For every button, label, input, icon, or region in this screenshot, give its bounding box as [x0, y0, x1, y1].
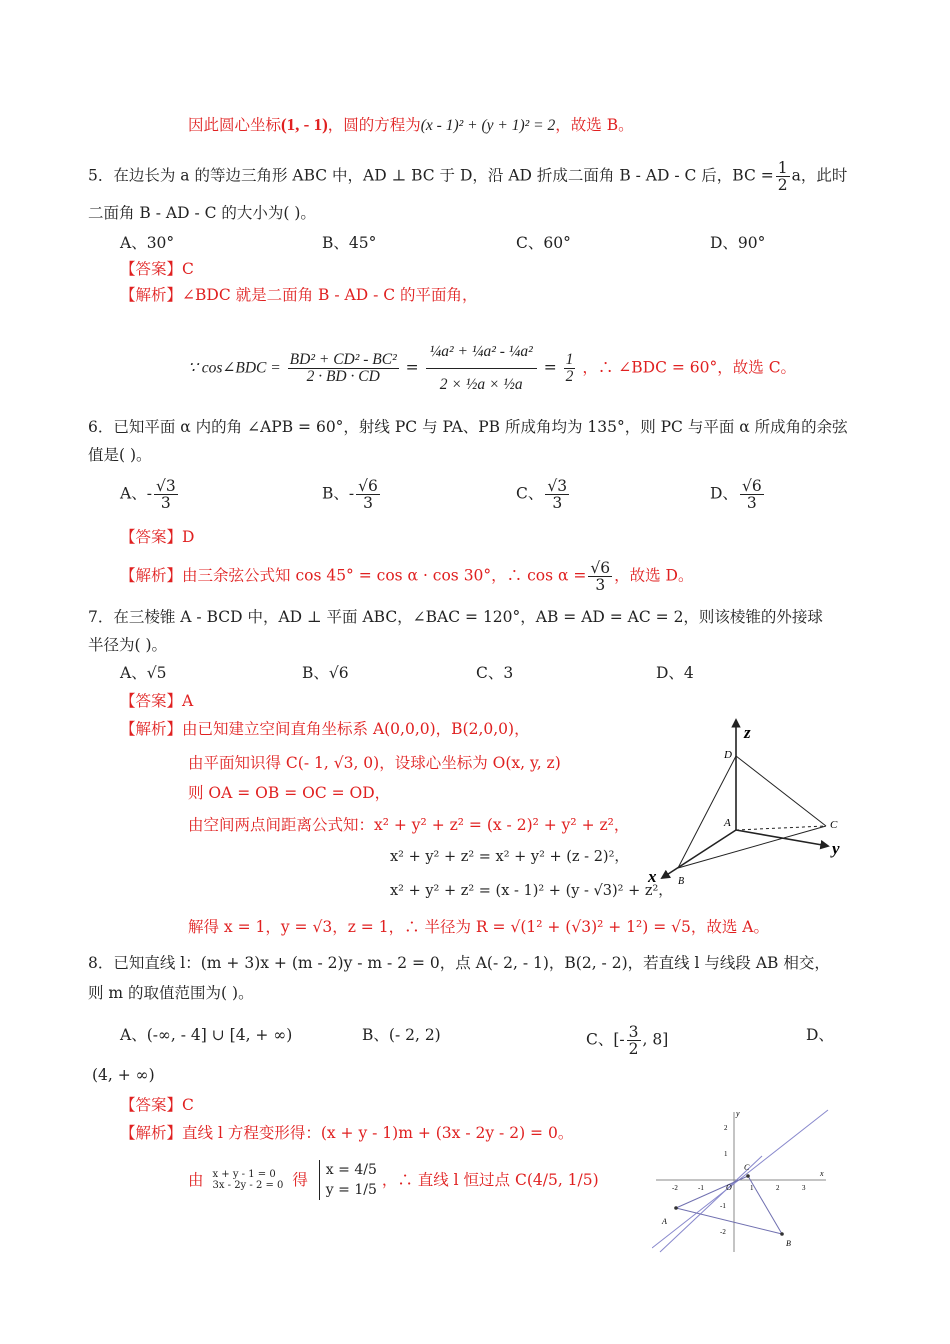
- q5-answer: [120, 258, 194, 280]
- q6-stem-line1: 6．已知平面 α 内的角 ∠APB = 60°，射线 PC 与 PA、PB 所成角均为 135°，则 PC 与平面 α 所成角的余弦: [88, 418, 848, 436]
- q8-label-b: B: [786, 1239, 791, 1248]
- q8-option-c-den: 2: [628, 1040, 639, 1058]
- q6-option-a-num: √3: [155, 477, 176, 495]
- q8-option-c-prefix: C、[-: [586, 1030, 625, 1049]
- q6-analysis-frac: [588, 560, 612, 593]
- q6-option-c-den: 3: [552, 494, 563, 512]
- q8-analysis-tag: 【解析】: [120, 1124, 183, 1142]
- q8-tick-y-1: 1: [724, 1150, 728, 1158]
- q8-label-a: A: [662, 1217, 667, 1226]
- q5-analysis-formula: ∵ cos∠BDC = $\frac{\text{BD² + CD² - BC²}}{2 \cdot BD \cdot CD}$ = $\frac{\text{¼a² + ¼a² - ¼a²}}{\text{2 × ½a × ½a}}$ = $\frac{1}{2}$ ，∴ ∠BDC = 60°，故选 C。: [188, 336, 796, 401]
- q8-analysis-text1: 直线 l 方程变形得：(x + y - 1)m + (3x - 2y - 2) = 0。: [182, 1124, 574, 1142]
- q7-label-z: z: [744, 723, 751, 742]
- q6-analysis-tag: 【解析】: [120, 566, 183, 585]
- q7-answer: [120, 690, 193, 712]
- q8-system-eq1: x + y - 1 = 0: [212, 1169, 276, 1180]
- q8-analysis-line1: [120, 1122, 573, 1144]
- q6-option-a-den: 3: [160, 494, 171, 512]
- q5-frac2-num: ¼a² + ¼a² - ¼a²: [426, 336, 537, 369]
- q8-point-a: [674, 1206, 678, 1210]
- q5-stem-end: a，此时: [791, 166, 848, 185]
- q6-option-b-label: B、-: [322, 484, 355, 503]
- q6-option-c-frac: [545, 478, 569, 511]
- q6-option-c: [516, 478, 571, 511]
- q8-answer-value: C: [182, 1096, 194, 1114]
- q8-answer-tag: 【答案】: [120, 1096, 183, 1114]
- q5-option-a: A、30°: [120, 234, 175, 252]
- q5-analysis-text: ∠BDC 就是二面角 B - AD - C 的平面角，: [182, 286, 478, 304]
- q8-option-c-suffix: , 8]: [642, 1030, 669, 1049]
- q5-frac-den: 2: [777, 176, 788, 194]
- q5-frac1-num: BD² + CD² - BC²: [289, 351, 397, 368]
- q6-answer-value: D: [182, 528, 195, 546]
- q5-option-d: D、90°: [710, 234, 766, 252]
- q6-option-d: [710, 478, 766, 511]
- q5-stem-text: 5．在边长为 a 的等边三角形 ABC 中，AD ⊥ BC 于 D，沿 AD 折成二面角 B - AD - C 后，BC =: [88, 166, 774, 185]
- q8-point-b: [780, 1232, 784, 1236]
- q8-label-y: y: [736, 1109, 740, 1118]
- q6-option-d-label: D、: [710, 484, 738, 503]
- q8-line-1: [652, 1110, 828, 1248]
- q8-tick-y-neg1: -1: [720, 1202, 726, 1210]
- q4-conclusion: [188, 114, 634, 137]
- q6-option-a: [120, 478, 180, 511]
- q6-analysis-text: 由三余弦公式知 cos 45° = cos α · cos 30°，∴ cos α =: [182, 566, 587, 585]
- q7-edge-dc: [736, 756, 826, 826]
- q8-stem-line1: 8．已知直线 l：(m + 3)x + (m - 2)y - m - 2 = 0，点 A(- 2, - 1)，B(2, - 2)，若直线 l 与线段 AB 相交，: [88, 954, 830, 972]
- q8-system-eq2: 3x - 2y - 2 = 0: [212, 1180, 284, 1191]
- q8-tick-x-3: 3: [802, 1184, 806, 1192]
- q8-coordinate-figure: [652, 1106, 832, 1256]
- q8-solution-x: x = 4/5: [325, 1162, 377, 1178]
- q8-option-d-cont: (4, + ∞): [92, 1066, 155, 1084]
- q6-answer-tag: 【答案】: [120, 528, 183, 546]
- q7-answer-value: A: [182, 692, 194, 710]
- q7-edge-db: [678, 756, 736, 868]
- q7-tetrahedron-figure: [640, 712, 860, 892]
- q4-center: (1, - 1): [281, 115, 328, 134]
- q8-stem-line2: 则 m 的取值范围为( )。: [88, 984, 254, 1002]
- q5-frac-num: 1: [777, 159, 788, 177]
- q6-option-c-num: √3: [547, 477, 568, 495]
- q8-solution-y: y = 1/5: [325, 1182, 377, 1198]
- q6-option-a-frac: [154, 478, 178, 511]
- q5-analysis-result: ，∴ ∠BDC = 60°，故选 C。: [582, 358, 797, 377]
- q5-answer-tag: 【答案】: [120, 260, 183, 278]
- q7-option-a: A、√5: [120, 664, 167, 682]
- q5-stem-line2: 二面角 B - AD - C 的大小为( )。: [88, 204, 316, 222]
- q8-option-d: D、: [806, 1026, 834, 1044]
- q8-tick-x-neg1: -1: [698, 1184, 704, 1192]
- q8-analysis-prefix: 由: [188, 1171, 204, 1189]
- q8-tick-y-neg2: -2: [720, 1228, 726, 1236]
- q5-analysis-tag: 【解析】: [120, 286, 183, 304]
- q8-option-c-frac: [627, 1024, 641, 1057]
- q6-analysis-den: 3: [595, 576, 606, 594]
- q5-frac3-den: 2: [565, 368, 574, 385]
- q8-system: [212, 1169, 283, 1191]
- q7-option-d: D、4: [656, 664, 694, 682]
- q8-option-c: [586, 1024, 668, 1057]
- q7-x-axis: [662, 830, 736, 878]
- q6-answer: [120, 526, 194, 548]
- q7-analysis-line3: 则 OA = OB = OC = OD，: [188, 784, 391, 802]
- q6-analysis-end: ，故选 D。: [614, 566, 694, 585]
- q6-option-b-frac: [356, 478, 380, 511]
- q8-segment-ab: [676, 1208, 782, 1234]
- q6-option-b-den: 3: [363, 494, 373, 512]
- q7-option-b: B、√6: [302, 664, 349, 682]
- q6-option-d-den: 3: [746, 494, 757, 512]
- q7-stem-line1: 7．在三棱锥 A - BCD 中，AD ⊥ 平面 ABC，∠BAC = 120°，AB = AD = AC = 2，则该棱锥的外接球: [88, 608, 823, 626]
- q5-answer-value: C: [182, 260, 194, 278]
- q6-option-a-label: A、-: [120, 484, 152, 503]
- q7-analysis-text1: 由已知建立空间直角坐标系 A(0,0,0)，B(2,0,0)，: [182, 720, 530, 738]
- q8-option-c-num: 3: [628, 1023, 639, 1041]
- q7-option-c: C、3: [476, 664, 514, 682]
- q6-option-d-num: √6: [741, 477, 762, 495]
- q6-option-d-frac: [740, 478, 764, 511]
- q5-stem-line1: [88, 160, 847, 193]
- q8-label-c: C: [744, 1163, 750, 1172]
- q7-label-d: D: [724, 749, 732, 761]
- q5-formula-prefix: ∵ cos∠BDC =: [188, 359, 281, 377]
- q8-label-o: O: [726, 1183, 732, 1192]
- q4-text1: 因此圆心坐标: [188, 116, 282, 134]
- q5-frac3-num: 1: [565, 351, 574, 368]
- q8-option-a: A、(-∞, - 4] ∪ [4, + ∞): [120, 1026, 293, 1044]
- q5-frac1-den: 2 · BD · CD: [306, 368, 380, 385]
- q7-label-b: B: [678, 876, 685, 887]
- q7-analysis-line6: x² + y² + z² = (x - 1)² + (y - √3)² + z²，: [390, 883, 673, 899]
- q7-label-y: y: [832, 839, 840, 858]
- q8-answer: [120, 1094, 194, 1116]
- q7-stem-line2: 半径为( )。: [88, 636, 168, 654]
- q7-analysis-line7: 解得 x = 1，y = √3，z = 1，∴ 半径为 R = √(1² + (√3)² + 1²) = √5，故选 A。: [188, 918, 769, 936]
- q7-analysis-line2: 由平面知识得 C(- 1, √3, 0)，设球心坐标为 O(x, y, z): [188, 754, 561, 772]
- q4-equation: (x - 1)² + (y + 1)² = 2: [420, 117, 556, 134]
- q8-option-b: B、(- 2, 2): [362, 1026, 441, 1044]
- q7-analysis-line4: 由空间两点间距离公式知：x² + y² + z² = (x - 2)² + y² + z²，: [188, 816, 630, 834]
- q7-answer-tag: 【答案】: [120, 692, 183, 710]
- q6-analysis-num: √6: [590, 559, 611, 577]
- q8-tick-x-1: 1: [750, 1184, 754, 1192]
- q6-option-c-label: C、: [516, 484, 544, 503]
- q7-label-c: C: [830, 819, 838, 831]
- q8-label-x: x: [820, 1169, 824, 1178]
- q8-point-c: [746, 1174, 750, 1178]
- q7-analysis-line1: [120, 718, 530, 740]
- q8-tick-y-2: 2: [724, 1124, 728, 1132]
- q8-solution: [319, 1160, 377, 1200]
- q8-tick-x-neg2: -2: [672, 1184, 678, 1192]
- q6-stem-line2: 值是( )。: [88, 446, 152, 464]
- q5-frac2-den: 2 × ½a × ½a: [439, 376, 523, 393]
- q5-frac2: [426, 336, 537, 401]
- q5-option-c: C、60°: [516, 234, 571, 252]
- q8-analysis-line2: [188, 1160, 599, 1200]
- q5-frac3: [564, 352, 576, 385]
- q7-label-a: A: [724, 817, 731, 829]
- q5-stem-fraction: [776, 160, 790, 193]
- q8-analysis-mid: 得: [292, 1171, 308, 1189]
- q7-analysis-tag: 【解析】: [120, 720, 183, 738]
- q6-analysis: [120, 560, 693, 593]
- q8-analysis-end: ，∴ 直线 l 恒过点 C(4/5, 1/5): [381, 1171, 599, 1189]
- q6-option-b-num: √6: [358, 477, 378, 495]
- q5-frac1: [288, 352, 399, 385]
- q5-analysis-line1: [120, 284, 478, 306]
- q7-label-x: x: [648, 867, 657, 886]
- q7-analysis-line5: x² + y² + z² = x² + y² + (z - 2)²，: [390, 849, 629, 865]
- q6-option-b: [322, 478, 382, 511]
- q5-option-b: B、45°: [322, 234, 377, 252]
- q4-text2: ，圆的方程为: [327, 116, 421, 134]
- q4-text3: ，故选 B。: [555, 116, 634, 134]
- q8-tick-x-2: 2: [776, 1184, 780, 1192]
